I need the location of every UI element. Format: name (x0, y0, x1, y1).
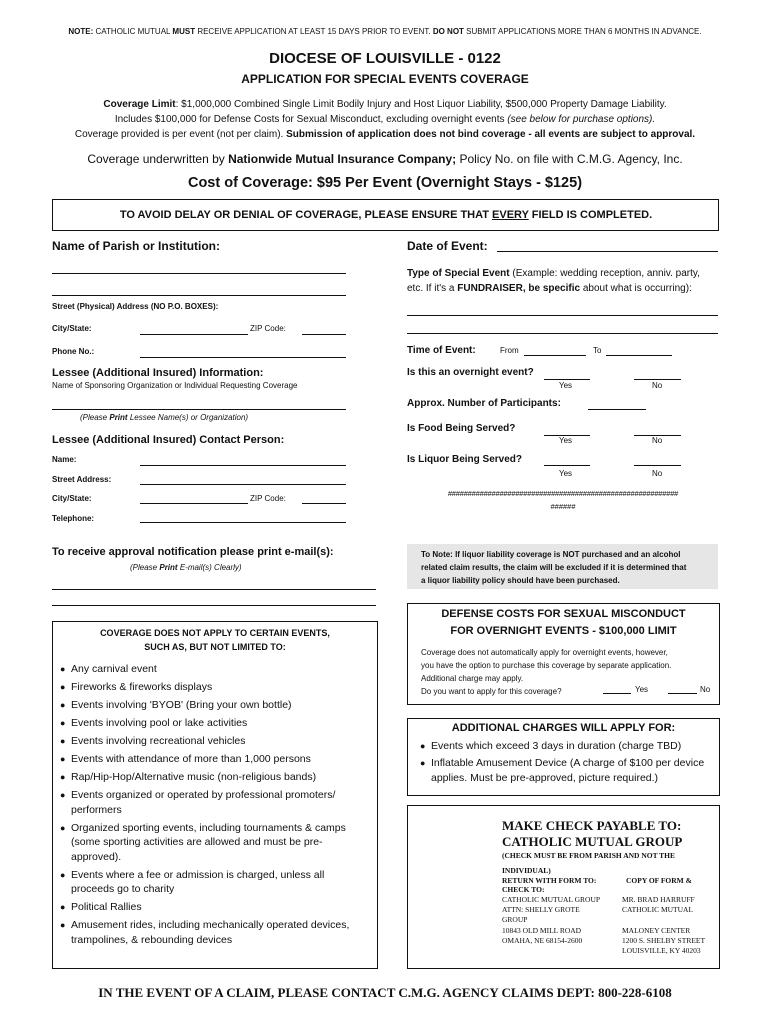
zip-field[interactable] (302, 334, 346, 335)
note-text: SUBMIT APPLICATIONS MORE THAN 6 MONTHS IN ADVANCE. (463, 27, 702, 36)
food-label: Is Food Being Served? (407, 423, 516, 434)
type-label-text: about what is occurring): (580, 283, 692, 294)
bullet-icon: ● (60, 902, 66, 912)
hint-print: Print (159, 563, 178, 572)
exclusion-item (56, 770, 368, 785)
note-must: MUST (172, 27, 196, 36)
bullet-icon: ● (60, 682, 66, 692)
return-address-line: OMAHA, NE 68154-2600 (502, 935, 583, 945)
liquor-no-field[interactable] (634, 465, 681, 466)
return-address-line: CATHOLIC MUTUAL GROUP (502, 895, 601, 904)
exclusion-item (56, 900, 368, 915)
parish-name-field[interactable] (52, 273, 346, 274)
note-text: RECEIVE APPLICATION AT LEAST 15 DAYS PRIOR TO EVENT. (195, 27, 433, 36)
event-type-field-2[interactable] (407, 333, 718, 334)
copy-header: COPY OF FORM & (626, 876, 692, 885)
warning-part: TO AVOID DELAY OR DENIAL OF COVERAGE, PLEASE ENSURE THAT (119, 209, 493, 221)
warning-every: EVERY (492, 209, 529, 221)
zip2-label: ZIP Code: (250, 494, 286, 503)
phone-label: Phone No.: (52, 347, 95, 356)
per-event-note (0, 129, 770, 140)
email-print-hint (130, 563, 242, 572)
additional-charge-item-text: Inflatable Amusement Device (A charge of $100 per device applies. Must be pre-approved, picture required.) (431, 757, 705, 784)
additional-charge-item (416, 756, 714, 786)
city-state-field[interactable] (140, 334, 248, 335)
city-state-label: City/State: (52, 324, 92, 333)
overnight-no-field[interactable] (634, 379, 681, 380)
street-address-field[interactable] (52, 295, 346, 296)
contact-street-field[interactable] (140, 484, 346, 485)
time-from-field[interactable] (524, 355, 586, 356)
defense-italic: (see below for purchase options). (507, 114, 656, 125)
to-label: To (593, 346, 602, 355)
overnight-label: Is this an overnight event? (407, 367, 534, 378)
per-event-text: Coverage provided is per event (not per claim). (74, 129, 287, 140)
copy-address-line: MALONEY CENTER (622, 925, 691, 935)
exclusion-item (56, 821, 368, 865)
date-label: Date of Event: (407, 239, 488, 253)
exclusion-item (56, 716, 368, 731)
hint-print: Print (109, 413, 128, 422)
bullet-icon: ● (60, 664, 66, 674)
additional-charge-item (416, 739, 714, 754)
copy-address-line: CATHOLIC MUTUAL (622, 905, 694, 915)
warning-text (52, 209, 720, 221)
bullet-icon: ● (60, 736, 66, 746)
parish-label: Name of Parish or Institution: (52, 239, 221, 253)
event-type-field-1[interactable] (407, 315, 718, 316)
exclusion-item (56, 868, 368, 897)
underwriter-text: Coverage underwritten by (87, 152, 229, 166)
no-label: No (652, 381, 663, 390)
hint-text: Lessee Name(s) or Organization) (127, 413, 249, 422)
bullet-icon: ● (60, 772, 66, 782)
contact-city-field[interactable] (140, 503, 248, 504)
telephone-label: Telephone: (52, 514, 95, 523)
lessee-print-hint (80, 413, 248, 422)
note-do-not: DO NOT (432, 27, 464, 36)
hash-line-2: ###### (550, 502, 576, 511)
email-label: To receive approval notification please print e-mail(s): (52, 546, 334, 558)
lessee-info-label: Lessee (Additional Insured) Information: (52, 367, 264, 379)
exclusion-item (56, 752, 368, 767)
defense-body (421, 646, 671, 698)
form-subtitle: APPLICATION FOR SPECIAL EVENTS COVERAGE (241, 72, 529, 86)
copy-address-line (622, 915, 705, 925)
defense-costs-note (0, 114, 770, 125)
exclusion-item (56, 918, 368, 947)
defense-text: Includes $100,000 for Defense Costs for Sexual Misconduct, excluding overnight events (114, 114, 508, 125)
coverage-limit-label: Coverage Limit (103, 99, 176, 110)
contact-zip-field[interactable] (302, 503, 346, 504)
zip-label: ZIP Code: (250, 324, 286, 333)
defense-yes-label: Yes (635, 685, 649, 694)
check-note: (CHECK MUST BE FROM PARISH AND NOT THE (502, 851, 676, 860)
from-label: From (500, 346, 519, 355)
defense-line: Coverage does not automatically apply for overnight events, however, (421, 648, 668, 657)
exclusion-item (56, 734, 368, 749)
contact-telephone-field[interactable] (140, 522, 346, 523)
city2-label: City/State: (52, 494, 92, 503)
lessee-sub-label: Name of Sponsoring Organization or Individual Requesting Coverage (52, 381, 298, 390)
coverage-limit (0, 99, 770, 110)
return-address (502, 895, 600, 946)
liquor-note-line: To Note: If liquor liability coverage is NOT purchased and an alcohol (421, 550, 681, 559)
yes-label: Yes (559, 469, 573, 478)
warning-part: FIELD IS COMPLETED. (528, 209, 653, 221)
liquor-note-line: a liquor liability policy should have been purchased. (421, 576, 620, 585)
name-label: Name: (52, 455, 77, 464)
exclusion-item (56, 680, 368, 695)
copy-address-line: 1200 S. SHELBY STREET (622, 935, 706, 945)
overnight-yes-field[interactable] (544, 379, 590, 380)
underwriter-company: Nationwide Mutual Insurance Company; (228, 152, 457, 166)
date-field[interactable] (497, 251, 718, 252)
underwriter-line (0, 152, 770, 166)
defense-line: Additional charge may apply. (421, 674, 524, 683)
type-of-event-label-2 (407, 283, 692, 294)
defense-title-2: FOR OVERNIGHT EVENTS - $100,000 LIMIT (450, 625, 677, 637)
yes-label: Yes (559, 436, 573, 445)
liquor-label: Is Liquor Being Served? (407, 454, 523, 465)
bullet-icon: ● (420, 741, 426, 751)
bullet-icon: ● (60, 718, 66, 728)
diocese-title: DIOCESE OF LOUISVILLE - 0122 (269, 50, 501, 67)
copy-address (622, 895, 705, 956)
bullet-icon: ● (60, 920, 66, 930)
contact-person-label: Lessee (Additional Insured) Contact Person: (52, 434, 285, 446)
email-field-2[interactable] (52, 605, 376, 606)
type-label-bold: Type of Special Event (407, 268, 510, 279)
exclusion-item-text: Events organized or operated by professional promoters/ performers (71, 789, 336, 816)
time-to-field[interactable] (606, 355, 672, 356)
exclusion-item-text: Any carnival event (71, 663, 157, 675)
exclusion-item-text: Events involving 'BYOB' (Bring your own bottle) (71, 699, 292, 711)
additional-charge-item-text: Events which exceed 3 days in duration (charge TBD) (431, 740, 682, 752)
defense-no-label: No (700, 685, 711, 694)
no-label: No (652, 469, 663, 478)
return-address-line: 10843 OLD MILL ROAD (502, 925, 582, 935)
liquor-note (421, 548, 686, 587)
exclusion-item-text: Events with attendance of more than 1,000 persons (71, 753, 311, 765)
return-address-line: GROUP (502, 915, 528, 925)
defense-yes-field[interactable] (603, 693, 631, 694)
type-label-text: (Example: wedding reception, anniv. party, (509, 268, 700, 279)
no-bind-text: Submission of application does not bind coverage - all events are subject to approval. (286, 129, 696, 140)
defense-no-field[interactable] (668, 693, 697, 694)
bullet-icon: ● (60, 700, 66, 710)
hint-text: (Please (130, 563, 160, 572)
yes-label: Yes (559, 381, 573, 390)
phone-field[interactable] (140, 357, 346, 358)
no-label: No (652, 436, 663, 445)
exclusion-item (56, 698, 368, 713)
return-address-line: ATTN: SHELLY GROTE (502, 905, 580, 915)
copy-address-line: LOUISVILLE, KY 40203 (622, 946, 701, 956)
bullet-icon: ● (60, 822, 66, 833)
contact-name-field[interactable] (140, 465, 346, 466)
additional-list (416, 739, 714, 788)
street2-label: Street Address: (52, 475, 112, 484)
street-label: Street (Physical) Address (NO P.O. BOXES): (52, 302, 219, 311)
lessee-name-field[interactable] (52, 409, 346, 410)
bullet-icon: ● (420, 758, 426, 768)
exclusions-title-2: SUCH AS, BUT NOT LIMITED TO: (144, 642, 286, 652)
exclusion-item (56, 788, 368, 817)
participants-field[interactable] (588, 409, 646, 410)
underwriter-text: Policy No. on file with C.M.G. Agency, Inc. (456, 152, 683, 166)
exclusion-item (56, 662, 368, 677)
type-of-event-label (407, 268, 700, 279)
exclusion-item-text: Political Rallies (71, 901, 142, 913)
coverage-limit-text: : $1,000,000 Combined Single Limit Bodily Injury and Host Liquor Liability, $500,000 Property Damage Liability. (175, 99, 667, 110)
hash-line-1: ########################################################## (447, 489, 679, 498)
exclusion-item-text: Organized sporting events, including tournaments & camps (some sporting activities are allowed and must be pre-approved). (71, 821, 346, 863)
time-label: Time of Event: (407, 345, 476, 356)
fundraiser-bold: FUNDRAISER, be specific (457, 283, 581, 294)
exclusions-list (56, 662, 368, 951)
claims-footer: IN THE EVENT OF A CLAIM, PLEASE CONTACT C.M.G. AGENCY CLAIMS DEPT: 800-228-6108 (98, 985, 672, 1000)
bullet-icon: ● (60, 754, 66, 764)
hint-text: E-mail(s) Clearly) (177, 563, 242, 572)
submission-note (0, 27, 770, 36)
bullet-icon: ● (60, 790, 66, 800)
exclusion-item-text: Fireworks & fireworks displays (71, 681, 213, 693)
note-label: NOTE: (68, 27, 94, 36)
exclusion-item-text: Rap/Hip-Hop/Alternative music (non-religious bands) (71, 771, 317, 783)
participants-label: Approx. Number of Participants: (407, 398, 561, 409)
exclusion-item-text: Events involving recreational vehicles (71, 735, 246, 747)
return-header-1: RETURN WITH FORM TO: (502, 876, 597, 885)
bullet-icon: ● (60, 869, 66, 880)
check-note-2: INDIVIDUAL) (502, 866, 551, 875)
defense-title-1: DEFENSE COSTS FOR SEXUAL MISCONDUCT (441, 608, 686, 620)
exclusion-item-text: Events involving pool or lake activities (71, 717, 248, 729)
type-label-text: etc. If it's a (407, 283, 458, 294)
payable-title-2: CATHOLIC MUTUAL GROUP (502, 834, 683, 849)
defense-line: you have the option to purchase this coverage by separate application. (421, 661, 672, 670)
copy-address-line: MR. BRAD HARRUFF (622, 895, 695, 904)
additional-title: ADDITIONAL CHARGES WILL APPLY FOR: (451, 722, 676, 734)
exclusion-item-text: Events where a fee or admission is charged, unless all proceeds go to charity (71, 868, 325, 895)
email-field-1[interactable] (52, 589, 376, 590)
exclusions-title-1: COVERAGE DOES NOT APPLY TO CERTAIN EVENTS, (100, 628, 330, 638)
payable-title-1: MAKE CHECK PAYABLE TO: (502, 818, 682, 833)
exclusion-item-text: Amusement rides, including mechanically operated devices, trampolines, & rebounding devices (71, 919, 350, 946)
cost-of-coverage: Cost of Coverage: $95 Per Event (Overnight Stays - $125) (187, 175, 583, 191)
liquor-yes-field[interactable] (544, 465, 590, 466)
return-header-2: CHECK TO: (502, 885, 545, 894)
note-text: CATHOLIC MUTUAL (93, 27, 173, 36)
liquor-note-line: related claim results, the claim will be excluded if it is determined that (421, 563, 687, 572)
hint-text: (Please (80, 413, 110, 422)
defense-question: Do you want to apply for this coverage? (421, 687, 562, 696)
